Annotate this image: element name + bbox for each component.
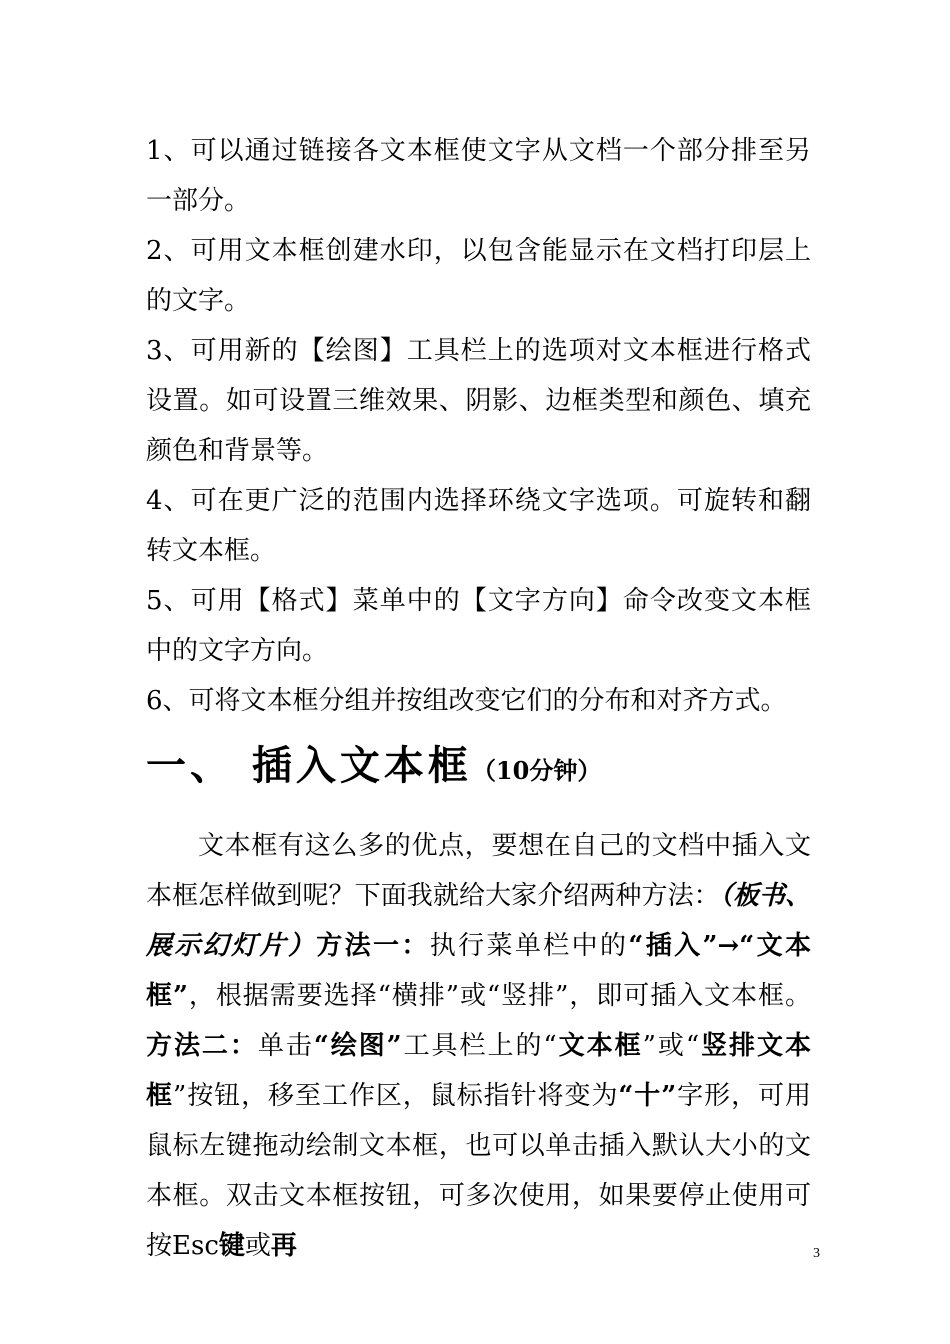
list-item: 4、可在更广泛的范围内选择环绕文字选项。可旋转和翻转文本框。	[146, 486, 811, 566]
list-item: 6、可将文本框分组并按组改变它们的分布和对齐方式。	[146, 686, 787, 716]
body-text: 执行菜单栏中的	[429, 931, 629, 961]
body-text-emphasis: 竖排文本框	[146, 1031, 811, 1111]
list-item: 2、可用文本框创建水印，以包含能显示在文档打印层上的文字。	[146, 236, 811, 316]
body-text: 工具栏上的“	[401, 1031, 557, 1061]
method-one-label: 方法一：	[316, 931, 430, 961]
section-heading-title: 一、 插入文本框	[146, 743, 472, 789]
list-item: 5、可用【格式】菜单中的【文字方向】命令改变文本框中的文字方向。	[146, 586, 811, 666]
body-text: 字形，可用鼠标左键拖动绘制文本框，也可以单击插入默认大小的文本框。双击文本框按钮，可多次使用，如果要停止使用可按Esc	[146, 1081, 811, 1261]
body-text: ，根据需要选择“横排”或“竖排”，即可插入文本框。	[187, 981, 811, 1011]
body-text-emphasis: “绘图”	[313, 1031, 402, 1061]
page-number: 3	[813, 1246, 820, 1261]
body-text-emphasis: “十”	[618, 1081, 677, 1111]
page-content	[146, 126, 811, 1271]
body-text: ”按钮，移至工作区，鼠标指针将变为	[172, 1081, 619, 1111]
body-text-emphasis: “插入”→“文本框”	[146, 931, 811, 1011]
list-item: 3、可用新的【绘图】工具栏上的选项对文本框进行格式设置。如可设置三维效果、阴影、边框类型和颜色、填充颜色和背景等。	[146, 336, 811, 466]
body-text-note: （板书、展示幻灯片）	[146, 881, 811, 961]
list-item: 1、可以通过链接各文本框使文字从文档一个部分排至另一部分。	[146, 136, 811, 216]
body-text: 单击	[257, 1031, 314, 1061]
body-text-emphasis: 再	[270, 1231, 297, 1261]
body-text: ”或“	[642, 1031, 700, 1061]
section-heading	[146, 738, 811, 799]
method-two-label: 方法二：	[146, 1031, 258, 1061]
section-heading-duration: （10分钟）	[471, 756, 602, 785]
body-text-emphasis: 文本框	[556, 1031, 643, 1061]
body-text: 文本框有这么多的优点，要想在自己的文档中插入文本框怎样做到呢？下面我就给大家介绍两种方法：	[146, 831, 811, 911]
body-text-emphasis: 键	[218, 1231, 245, 1261]
body-paragraph	[146, 821, 811, 1271]
body-text: 或	[244, 1231, 271, 1261]
